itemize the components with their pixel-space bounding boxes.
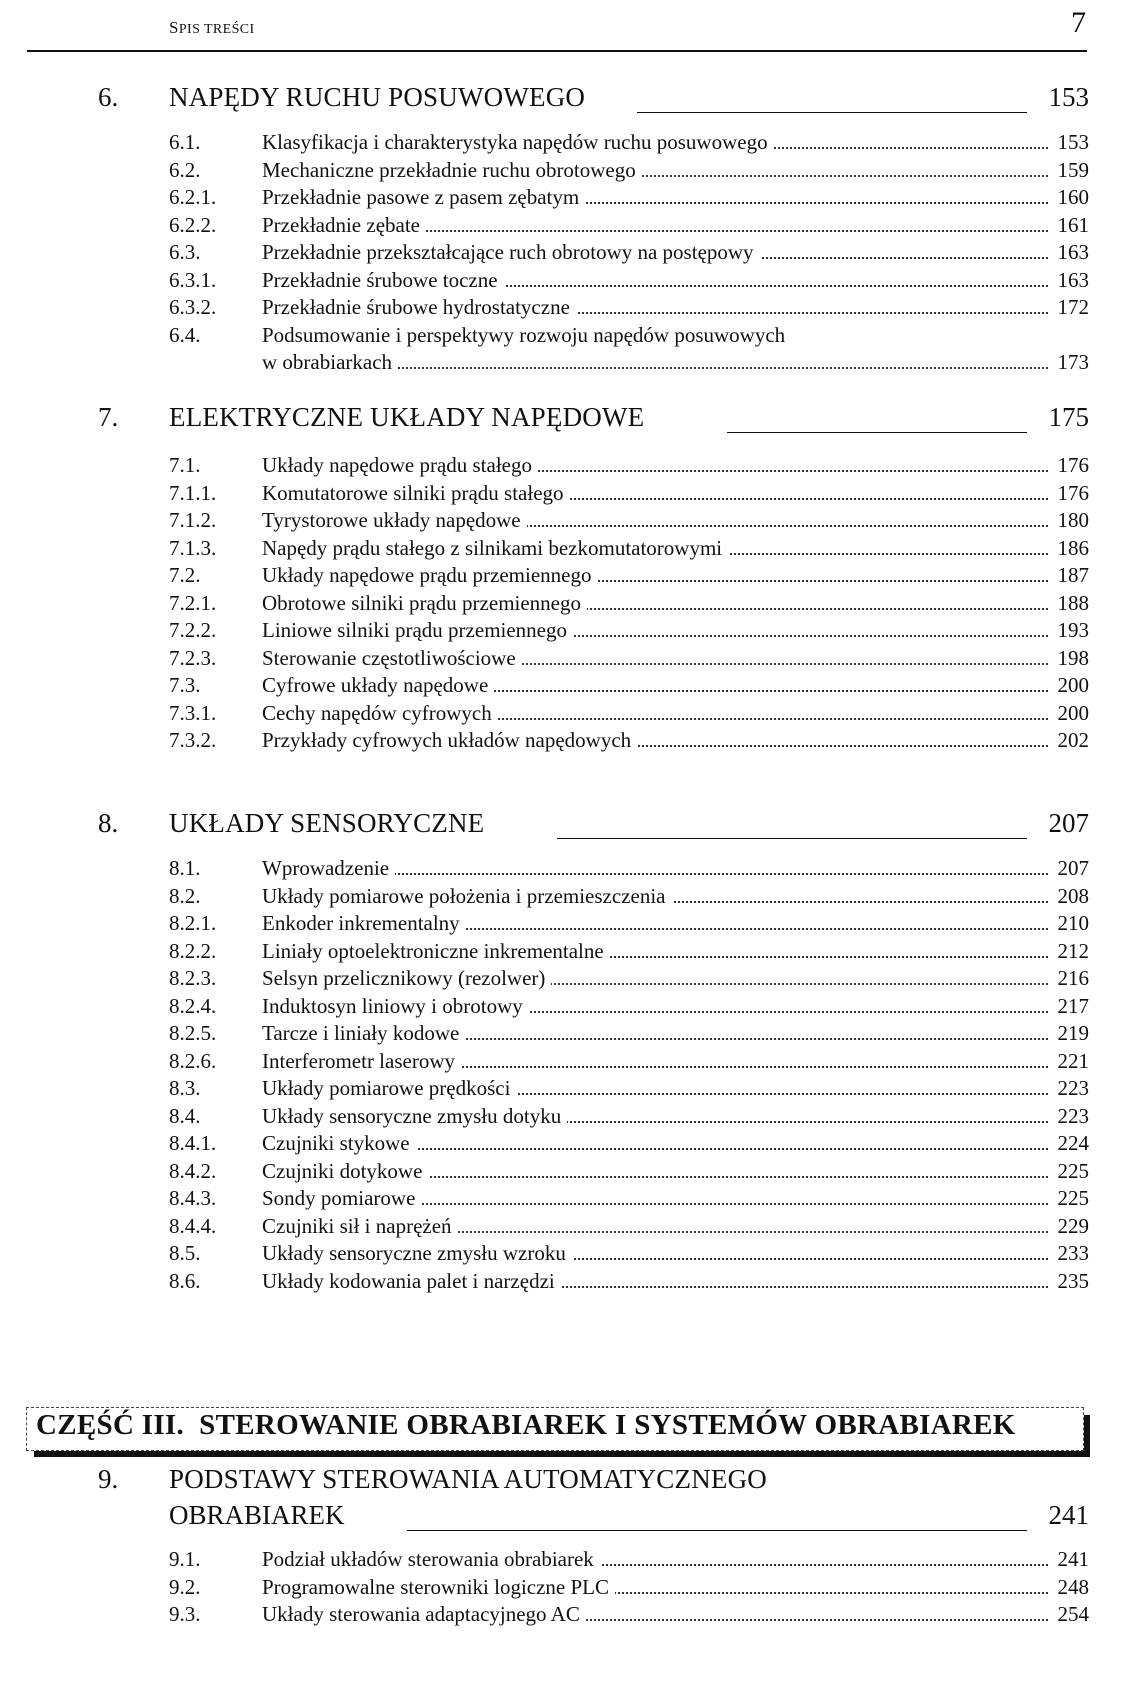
toc-entry (0, 506, 1144, 534)
entry-number: 8.4. (169, 1103, 201, 1128)
entry-label: Układy sensoryczne zmysłu dotyku (262, 1102, 567, 1130)
toc-entry (0, 211, 1144, 239)
running-header-title-rest: PIS TREŚCI (178, 22, 255, 37)
entry-label: Przekładnie przekształcające ruch obrotowy na postępowy (262, 238, 760, 266)
toc-entry-continuation (0, 348, 1144, 376)
toc-entry (0, 1184, 1144, 1212)
entry-label: Układy sensoryczne zmysłu wzroku (262, 1239, 572, 1267)
chapter-number: 9. (98, 1464, 119, 1494)
entry-label: Interferometr laserowy (262, 1047, 461, 1075)
entry-page: 208 (1054, 882, 1090, 910)
toc-entry (0, 616, 1144, 644)
entry-page: 187 (1054, 561, 1090, 589)
entry-number: 8.2.2. (169, 938, 217, 963)
entry-label: Podsumowanie i perspektywy rozwoju napędów posuwowych (262, 321, 791, 349)
toc-entry (0, 1239, 1144, 1267)
entry-page: 173 (1054, 348, 1090, 376)
chapter-heading (0, 82, 1144, 118)
entry-number: 7.3.1. (169, 700, 217, 725)
toc-entry (0, 266, 1144, 294)
entry-label: Układy kodowania palet i narzędzi (262, 1267, 561, 1295)
entry-label: Czujniki dotykowe (262, 1157, 428, 1185)
header-rule (27, 50, 1087, 52)
entry-number: 8.2.4. (169, 993, 217, 1018)
toc-entry (0, 1573, 1144, 1601)
chapter-underline (557, 838, 1027, 839)
entry-label: Przekładnie pasowe z pasem zębatym (262, 183, 585, 211)
entry-page: 188 (1054, 589, 1090, 617)
entry-page: 248 (1054, 1573, 1090, 1601)
entry-label: Przekładnie śrubowe toczne (262, 266, 504, 294)
running-header-title-initial: S (169, 18, 179, 37)
chapter-number: 8. (98, 808, 119, 838)
entry-page: 186 (1054, 534, 1090, 562)
entry-page: 176 (1054, 479, 1090, 507)
toc-entry (0, 1019, 1144, 1047)
chapter-underline (727, 432, 1027, 433)
running-header-title (169, 18, 255, 38)
entry-page: 224 (1054, 1129, 1090, 1157)
toc-entry (0, 128, 1144, 156)
toc-entry (0, 156, 1144, 184)
running-header (27, 0, 1087, 52)
entry-label: Selsyn przelicznikowy (rezolwer) (262, 964, 551, 992)
entry-label: Tyrystorowe układy napędowe (262, 506, 527, 534)
chapter-title: PODSTAWY STEROWANIA AUTOMATYCZNEGO (169, 1464, 767, 1494)
entry-label: Mechaniczne przekładnie ruchu obrotowego (262, 156, 642, 184)
entry-label: Liniowe silniki prądu przemiennego (262, 616, 573, 644)
part-banner-text (36, 1409, 1016, 1442)
entry-page: 225 (1054, 1184, 1090, 1212)
toc-entry (0, 854, 1144, 882)
entry-label: Napędy prądu stałego z silnikami bezkomutatorowymi (262, 534, 728, 562)
entry-label: Sterowanie częstotliwościowe (262, 644, 522, 672)
toc-entry (0, 561, 1144, 589)
chapter-number: 6. (98, 82, 119, 112)
chapter-title: NAPĘDY RUCHU POSUWOWEGO (169, 82, 586, 112)
entry-page: 176 (1054, 451, 1090, 479)
toc-entry (0, 238, 1144, 266)
entry-number: 7.2. (169, 563, 201, 587)
chapter-underline (637, 112, 1027, 113)
toc-entry (0, 1047, 1144, 1075)
entry-number: 8.5. (169, 1241, 201, 1265)
entry-number: 7.2.3. (169, 645, 217, 670)
entry-page: 163 (1054, 266, 1090, 294)
entry-page: 180 (1054, 506, 1090, 534)
entry-label: Programowalne sterowniki logiczne PLC (262, 1573, 615, 1601)
entry-page: 210 (1054, 909, 1090, 937)
entry-number: 8.2.5. (169, 1021, 217, 1045)
entry-number: 8.2.3. (169, 966, 217, 990)
toc-entry (0, 964, 1144, 992)
entry-label-continued: w obrabiarkach (262, 348, 398, 376)
toc-entry (0, 1157, 1144, 1185)
entry-page: 235 (1054, 1267, 1090, 1295)
entry-number: 7.1. (169, 453, 201, 477)
toc-entry (0, 671, 1144, 699)
chapter-title: ELEKTRYCZNE UKŁADY NAPĘDOWE (169, 402, 645, 432)
toc-entry (0, 183, 1144, 211)
toc-entry (0, 1129, 1144, 1157)
toc-entry (0, 992, 1144, 1020)
entry-label: Cyfrowe układy napędowe (262, 671, 494, 699)
chapter-heading (0, 1464, 1144, 1536)
entry-page: 219 (1054, 1019, 1090, 1047)
entry-page: 223 (1054, 1102, 1090, 1130)
entry-number: 6.3.2. (169, 295, 217, 319)
part-banner-title: STEROWANIE OBRABIAREK I SYSTEMÓW OBRABIAREK (199, 1409, 1016, 1441)
entry-page: 223 (1054, 1074, 1090, 1102)
entry-page: 153 (1054, 128, 1090, 156)
entry-page: 221 (1054, 1047, 1090, 1075)
entry-number: 7.1.1. (169, 480, 217, 505)
entry-label: Komutatorowe silniki prądu stałego (262, 479, 570, 507)
entry-label: Układy pomiarowe prędkości (262, 1074, 516, 1102)
entry-page: 172 (1054, 293, 1090, 321)
entry-number: 9.1. (169, 1547, 201, 1571)
entry-page: 229 (1054, 1212, 1090, 1240)
toc-entry (0, 589, 1144, 617)
chapter-page: 241 (1048, 1500, 1089, 1530)
entry-number: 8.4.3. (169, 1186, 217, 1210)
toc-entry (0, 1074, 1144, 1102)
chapter-page: 175 (1048, 402, 1089, 432)
entry-number: 8.4.2. (169, 1158, 217, 1183)
entry-number: 9.2. (169, 1574, 201, 1599)
entry-label: Układy pomiarowe położenia i przemieszczenia (262, 882, 672, 910)
entry-label: Wprowadzenie (262, 854, 395, 882)
toc-entry (0, 451, 1144, 479)
toc-entry (0, 1102, 1144, 1130)
entry-number: 6.2. (169, 157, 201, 182)
entry-number: 8.3. (169, 1076, 201, 1100)
entry-label: Klasyfikacja i charakterystyka napędów ruchu posuwowego (262, 128, 774, 156)
entry-page: 161 (1054, 211, 1090, 239)
entry-number: 6.3. (169, 240, 201, 264)
toc-entry (0, 1545, 1144, 1573)
entry-page: 216 (1054, 964, 1090, 992)
entry-label: Czujniki sił i naprężeń (262, 1212, 458, 1240)
page-number: 7 (1071, 6, 1086, 39)
entry-number: 8.4.1. (169, 1131, 217, 1155)
entry-label: Tarcze i liniały kodowe (262, 1019, 465, 1047)
entry-label: Układy napędowe prądu stałego (262, 451, 538, 479)
entry-label: Enkoder inkrementalny (262, 909, 466, 937)
toc-entry (0, 534, 1144, 562)
entry-label: Układy napędowe prądu przemiennego (262, 561, 597, 589)
entry-label: Obrotowe silniki prądu przemiennego (262, 589, 587, 617)
entry-page: 207 (1054, 854, 1090, 882)
entry-number: 7.2.2. (169, 618, 217, 642)
chapter-page: 153 (1048, 82, 1089, 112)
entry-label: Cechy napędów cyfrowych (262, 699, 498, 727)
entry-page: 225 (1054, 1157, 1090, 1185)
entry-label: Liniały optoelektroniczne inkrementalne (262, 937, 610, 965)
entry-page: 200 (1054, 671, 1090, 699)
entry-page: 198 (1054, 644, 1090, 672)
entry-number: 8.2.6. (169, 1048, 217, 1073)
chapter-heading (0, 402, 1144, 438)
entry-number: 8.1. (169, 856, 201, 880)
entry-page: 233 (1054, 1239, 1090, 1267)
entry-number: 8.2.1. (169, 911, 217, 935)
entry-label: Przekładnie zębate (262, 211, 426, 239)
entry-page: 202 (1054, 726, 1090, 754)
toc-entry (0, 1267, 1144, 1295)
chapter-page: 207 (1048, 808, 1089, 838)
entry-page: 159 (1054, 156, 1090, 184)
toc-entry (0, 644, 1144, 672)
entry-number: 6.2.2. (169, 212, 217, 237)
entry-number: 8.6. (169, 1268, 201, 1293)
toc-entry (0, 479, 1144, 507)
toc-entry (0, 909, 1144, 937)
entry-label: Induktosyn liniowy i obrotowy (262, 992, 529, 1020)
toc-entry (0, 882, 1144, 910)
chapter-title-line2: OBRABIAREK (169, 1500, 345, 1530)
toc-entry (0, 937, 1144, 965)
entry-number: 7.3. (169, 673, 201, 697)
entry-page: 217 (1054, 992, 1090, 1020)
entry-page: 200 (1054, 699, 1090, 727)
entry-number: 9.3. (169, 1602, 201, 1626)
entry-number: 6.1. (169, 130, 201, 154)
toc-entry (0, 1600, 1144, 1628)
entry-label: Czujniki stykowe (262, 1129, 416, 1157)
entry-number: 7.3.2. (169, 728, 217, 752)
entry-label: Układy sterowania adaptacyjnego AC (262, 1600, 586, 1628)
toc-entry (0, 726, 1144, 754)
entry-number: 7.1.2. (169, 508, 217, 532)
toc-entry (0, 321, 1144, 349)
part-banner-label: CZĘŚĆ III. (36, 1409, 185, 1441)
toc-entry (0, 1212, 1144, 1240)
entry-number: 8.2. (169, 883, 201, 908)
entry-label: Podział układów sterowania obrabiarek (262, 1545, 600, 1573)
entry-page: 160 (1054, 183, 1090, 211)
entry-number: 6.2.1. (169, 185, 217, 209)
part-banner (26, 1407, 1088, 1457)
part-banner-shadow-bottom (34, 1451, 1090, 1457)
entry-number: 6.3.1. (169, 267, 217, 292)
entry-page: 254 (1054, 1600, 1090, 1628)
toc-entry (0, 293, 1144, 321)
chapter-number: 7. (98, 402, 119, 432)
entry-label: Przykłady cyfrowych układów napędowych (262, 726, 637, 754)
entry-number: 6.4. (169, 322, 201, 347)
chapter-heading (0, 808, 1144, 844)
entry-page: 193 (1054, 616, 1090, 644)
entry-page: 241 (1054, 1545, 1090, 1573)
entry-page: 163 (1054, 238, 1090, 266)
entry-label: Sondy pomiarowe (262, 1184, 421, 1212)
toc-entry (0, 699, 1144, 727)
chapter-underline (407, 1530, 1027, 1531)
entry-number: 7.2.1. (169, 590, 217, 615)
entry-number: 8.4.4. (169, 1213, 217, 1238)
chapter-title: UKŁADY SENSORYCZNE (169, 808, 485, 838)
entry-label: Przekładnie śrubowe hydrostatyczne (262, 293, 576, 321)
entry-page: 212 (1054, 937, 1090, 965)
entry-number: 7.1.3. (169, 535, 217, 560)
